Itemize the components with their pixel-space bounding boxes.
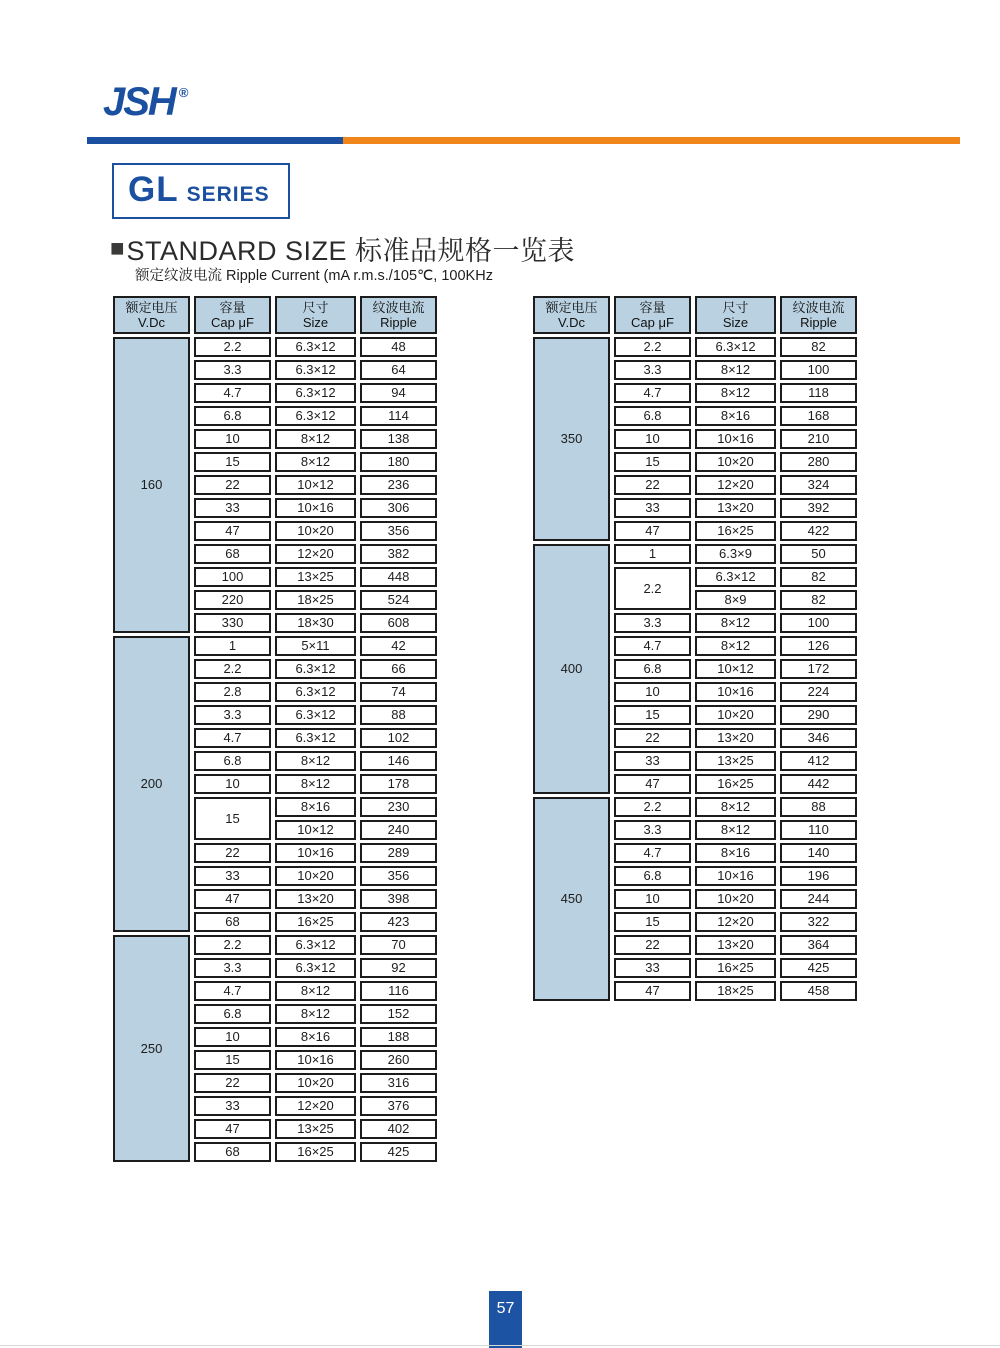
cap-cell: 47 [614,521,691,541]
column-header-en: Size [722,315,749,330]
cap-cell: 4.7 [194,728,271,748]
header-divider-blue-segment [87,137,343,144]
size-cell: 10×16 [275,498,356,518]
ripple-cell: 140 [780,843,857,863]
cap-cell: 6.8 [194,1004,271,1024]
ripple-cell: 316 [360,1073,437,1093]
cap-cell: 3.3 [194,705,271,725]
page-bottom-edge [0,1345,1000,1346]
series-badge [112,163,290,219]
size-cell: 18×25 [695,981,776,1001]
cap-cell: 33 [614,751,691,771]
cap-cell: 4.7 [194,383,271,403]
cap-cell: 33 [194,1096,271,1116]
column-header-zh: 尺寸 [302,300,329,315]
ripple-cell: 82 [780,337,857,357]
ripple-cell: 100 [780,613,857,633]
series-name: GL [128,170,179,209]
ripple-cell: 88 [780,797,857,817]
ripple-cell: 152 [360,1004,437,1024]
size-cell: 13×25 [275,567,356,587]
cap-cell: 4.7 [614,636,691,656]
cap-cell: 33 [194,498,271,518]
voltage-cell: 350 [533,337,610,541]
size-cell: 12×20 [275,544,356,564]
cap-cell: 22 [614,728,691,748]
ripple-cell: 110 [780,820,857,840]
ripple-cell: 356 [360,866,437,886]
ripple-cell: 168 [780,406,857,426]
cap-cell: 15 [614,912,691,932]
column-header-en: V.Dc [558,315,585,330]
ripple-cell: 524 [360,590,437,610]
page-number-badge [489,1291,522,1348]
ripple-cell: 116 [360,981,437,1001]
cap-cell: 15 [194,797,271,840]
size-cell: 18×25 [275,590,356,610]
cap-cell: 47 [614,774,691,794]
cap-cell: 3.3 [194,958,271,978]
ripple-cell: 382 [360,544,437,564]
table-row [533,544,857,564]
cap-cell: 4.7 [194,981,271,1001]
size-cell: 8×16 [275,797,356,817]
size-cell: 6.3×12 [275,728,356,748]
size-cell: 8×12 [695,797,776,817]
column-header-3 [360,296,437,334]
cap-cell: 10 [614,429,691,449]
size-cell: 5×11 [275,636,356,656]
cap-cell: 68 [194,912,271,932]
size-cell: 8×9 [695,590,776,610]
cap-cell: 4.7 [614,843,691,863]
size-cell: 6.3×12 [275,383,356,403]
header-row [533,296,857,334]
table-row [533,337,857,357]
column-header-2 [695,296,776,334]
size-cell: 12×20 [695,475,776,495]
size-cell: 13×20 [695,498,776,518]
column-header-en: Cap μF [211,315,254,330]
ripple-cell: 290 [780,705,857,725]
cap-cell: 3.3 [194,360,271,380]
ripple-cell: 82 [780,567,857,587]
cap-cell: 2.2 [614,797,691,817]
size-cell: 10×16 [695,866,776,886]
column-header-zh: 纹波电流 [372,300,425,315]
spec-table-2 [529,293,861,1004]
size-cell: 18×30 [275,613,356,633]
cap-cell: 330 [194,613,271,633]
ripple-cell: 322 [780,912,857,932]
size-cell: 16×25 [275,1142,356,1162]
cap-cell: 6.8 [194,751,271,771]
spec-table-1-header [113,296,437,334]
size-cell: 10×12 [275,820,356,840]
ripple-cell: 42 [360,636,437,656]
size-cell: 6.3×12 [695,567,776,587]
ripple-cell: 102 [360,728,437,748]
voltage-cell: 160 [113,337,190,633]
column-header-1 [194,296,271,334]
column-header-3 [780,296,857,334]
cap-cell: 15 [194,452,271,472]
ripple-current-note: 额定纹波电流 Ripple Current (mA r.m.s./105℃, 100KHz [135,268,493,284]
column-header-zh: 额定电压 [545,300,598,315]
cap-cell: 47 [614,981,691,1001]
ripple-cell: 94 [360,383,437,403]
size-cell: 6.3×9 [695,544,776,564]
ripple-cell: 240 [360,820,437,840]
column-header-zh: 尺寸 [722,300,749,315]
cap-cell: 22 [614,935,691,955]
ripple-cell: 364 [780,935,857,955]
ripple-cell: 412 [780,751,857,771]
ripple-cell: 114 [360,406,437,426]
cap-cell: 10 [194,429,271,449]
column-header-zh: 纹波电流 [792,300,845,315]
size-cell: 8×12 [275,774,356,794]
cap-cell: 15 [194,1050,271,1070]
ripple-cell: 50 [780,544,857,564]
cap-cell: 22 [194,475,271,495]
size-cell: 13×20 [695,935,776,955]
ripple-cell: 138 [360,429,437,449]
cap-cell: 6.8 [194,406,271,426]
size-cell: 8×12 [275,452,356,472]
series-suffix: SERIES [186,183,270,206]
size-cell: 8×12 [275,1004,356,1024]
title-square-marker-icon: ■ [110,234,125,262]
cap-cell: 10 [194,1027,271,1047]
size-cell: 6.3×12 [275,682,356,702]
size-cell: 8×16 [695,843,776,863]
ripple-cell: 324 [780,475,857,495]
cap-cell: 2.2 [614,337,691,357]
cap-cell: 22 [614,475,691,495]
brand-logo [103,80,189,125]
table-row [113,636,437,656]
ripple-cell: 100 [780,360,857,380]
cap-cell: 10 [194,774,271,794]
table-row [533,797,857,817]
size-cell: 8×12 [695,613,776,633]
cap-cell: 68 [194,544,271,564]
size-cell: 8×12 [695,820,776,840]
cap-cell: 220 [194,590,271,610]
ripple-cell: 74 [360,682,437,702]
table-row [113,337,437,357]
column-header-zh: 容量 [219,300,246,315]
cap-cell: 1 [194,636,271,656]
ripple-cell: 392 [780,498,857,518]
header-divider [87,137,960,144]
ripple-cell: 48 [360,337,437,357]
ripple-cell: 118 [780,383,857,403]
size-cell: 10×20 [275,1073,356,1093]
size-cell: 10×20 [275,866,356,886]
column-header-en: Size [302,315,329,330]
size-cell: 6.3×12 [275,406,356,426]
size-cell: 8×12 [695,360,776,380]
size-cell: 6.3×12 [275,958,356,978]
size-cell: 8×12 [275,751,356,771]
table-row [113,935,437,955]
cap-cell: 15 [614,705,691,725]
cap-cell: 6.8 [614,866,691,886]
cap-cell: 33 [614,498,691,518]
column-header-en: Cap μF [631,315,674,330]
column-header-en: V.Dc [138,315,165,330]
ripple-cell: 146 [360,751,437,771]
size-cell: 12×20 [275,1096,356,1116]
ripple-cell: 92 [360,958,437,978]
size-cell: 10×20 [695,705,776,725]
size-cell: 6.3×12 [275,337,356,357]
cap-cell: 2.2 [194,935,271,955]
ripple-cell: 398 [360,889,437,909]
brand-logo-text: JSH [103,80,175,124]
size-cell: 10×16 [275,1050,356,1070]
size-cell: 8×12 [695,383,776,403]
cap-cell: 22 [194,843,271,863]
column-header-zh: 额定电压 [125,300,178,315]
cap-cell: 3.3 [614,820,691,840]
ripple-cell: 458 [780,981,857,1001]
spec-table-1 [109,293,441,1165]
cap-cell: 3.3 [614,613,691,633]
cap-cell: 100 [194,567,271,587]
ripple-cell: 180 [360,452,437,472]
size-cell: 6.3×12 [275,935,356,955]
cap-cell: 1 [614,544,691,564]
ripple-cell: 244 [780,889,857,909]
ripple-cell: 422 [780,521,857,541]
ripple-cell: 178 [360,774,437,794]
cap-cell: 4.7 [614,383,691,403]
column-header-1 [614,296,691,334]
ripple-cell: 425 [780,958,857,978]
column-header-0 [113,296,190,334]
ripple-cell: 224 [780,682,857,702]
ripple-cell: 88 [360,705,437,725]
size-cell: 10×16 [695,682,776,702]
cap-cell: 33 [194,866,271,886]
header-divider-orange-segment [343,137,960,144]
voltage-cell: 450 [533,797,610,1001]
column-header-0 [533,296,610,334]
size-cell: 10×20 [275,521,356,541]
spec-table-2-header [533,296,857,334]
size-cell: 10×12 [275,475,356,495]
column-header-en: Ripple [800,315,837,330]
cap-cell: 47 [194,889,271,909]
voltage-cell: 400 [533,544,610,794]
size-cell: 8×12 [275,981,356,1001]
ripple-cell: 82 [780,590,857,610]
ripple-cell: 280 [780,452,857,472]
cap-cell: 22 [194,1073,271,1093]
ripple-cell: 66 [360,659,437,679]
registered-trademark-icon: ® [178,84,189,100]
cap-cell: 68 [194,1142,271,1162]
cap-cell: 2.2 [614,567,691,610]
size-cell: 8×16 [275,1027,356,1047]
ripple-cell: 402 [360,1119,437,1139]
header-row [113,296,437,334]
section-title [110,229,575,268]
ripple-cell: 289 [360,843,437,863]
ripple-cell: 425 [360,1142,437,1162]
size-cell: 8×12 [695,636,776,656]
size-cell: 16×25 [695,958,776,978]
size-cell: 10×20 [695,889,776,909]
size-cell: 8×16 [695,406,776,426]
ripple-cell: 608 [360,613,437,633]
cap-cell: 10 [614,889,691,909]
size-cell: 6.3×12 [275,360,356,380]
size-cell: 6.3×12 [275,659,356,679]
cap-cell: 6.8 [614,659,691,679]
cap-cell: 15 [614,452,691,472]
ripple-cell: 188 [360,1027,437,1047]
cap-cell: 6.8 [614,406,691,426]
page-number: 57 [496,1300,515,1317]
cap-cell: 2.2 [194,659,271,679]
ripple-cell: 230 [360,797,437,817]
ripple-cell: 442 [780,774,857,794]
ripple-cell: 260 [360,1050,437,1070]
ripple-cell: 346 [780,728,857,748]
voltage-cell: 200 [113,636,190,932]
size-cell: 10×20 [695,452,776,472]
cap-cell: 47 [194,521,271,541]
cap-cell: 10 [614,682,691,702]
ripple-cell: 70 [360,935,437,955]
ripple-cell: 64 [360,360,437,380]
size-cell: 13×25 [695,751,776,771]
ripple-cell: 376 [360,1096,437,1116]
cap-cell: 3.3 [614,360,691,380]
page-title: STANDARD SIZE 标准品规格一览表 [126,236,576,266]
ripple-cell: 172 [780,659,857,679]
cap-cell: 2.2 [194,337,271,357]
size-cell: 13×20 [695,728,776,748]
voltage-cell: 250 [113,935,190,1162]
size-cell: 6.3×12 [275,705,356,725]
size-cell: 13×20 [275,889,356,909]
cap-cell: 33 [614,958,691,978]
ripple-cell: 448 [360,567,437,587]
cap-cell: 2.8 [194,682,271,702]
size-cell: 8×12 [275,429,356,449]
column-header-en: Ripple [380,315,417,330]
size-cell: 16×25 [695,521,776,541]
ripple-cell: 210 [780,429,857,449]
cap-cell: 47 [194,1119,271,1139]
size-cell: 13×25 [275,1119,356,1139]
size-cell: 6.3×12 [695,337,776,357]
ripple-cell: 196 [780,866,857,886]
ripple-cell: 126 [780,636,857,656]
column-header-zh: 容量 [639,300,666,315]
size-cell: 12×20 [695,912,776,932]
size-cell: 10×16 [275,843,356,863]
size-cell: 16×25 [275,912,356,932]
size-cell: 10×12 [695,659,776,679]
column-header-2 [275,296,356,334]
ripple-cell: 356 [360,521,437,541]
size-cell: 16×25 [695,774,776,794]
ripple-cell: 236 [360,475,437,495]
ripple-cell: 306 [360,498,437,518]
size-cell: 10×16 [695,429,776,449]
ripple-cell: 423 [360,912,437,932]
